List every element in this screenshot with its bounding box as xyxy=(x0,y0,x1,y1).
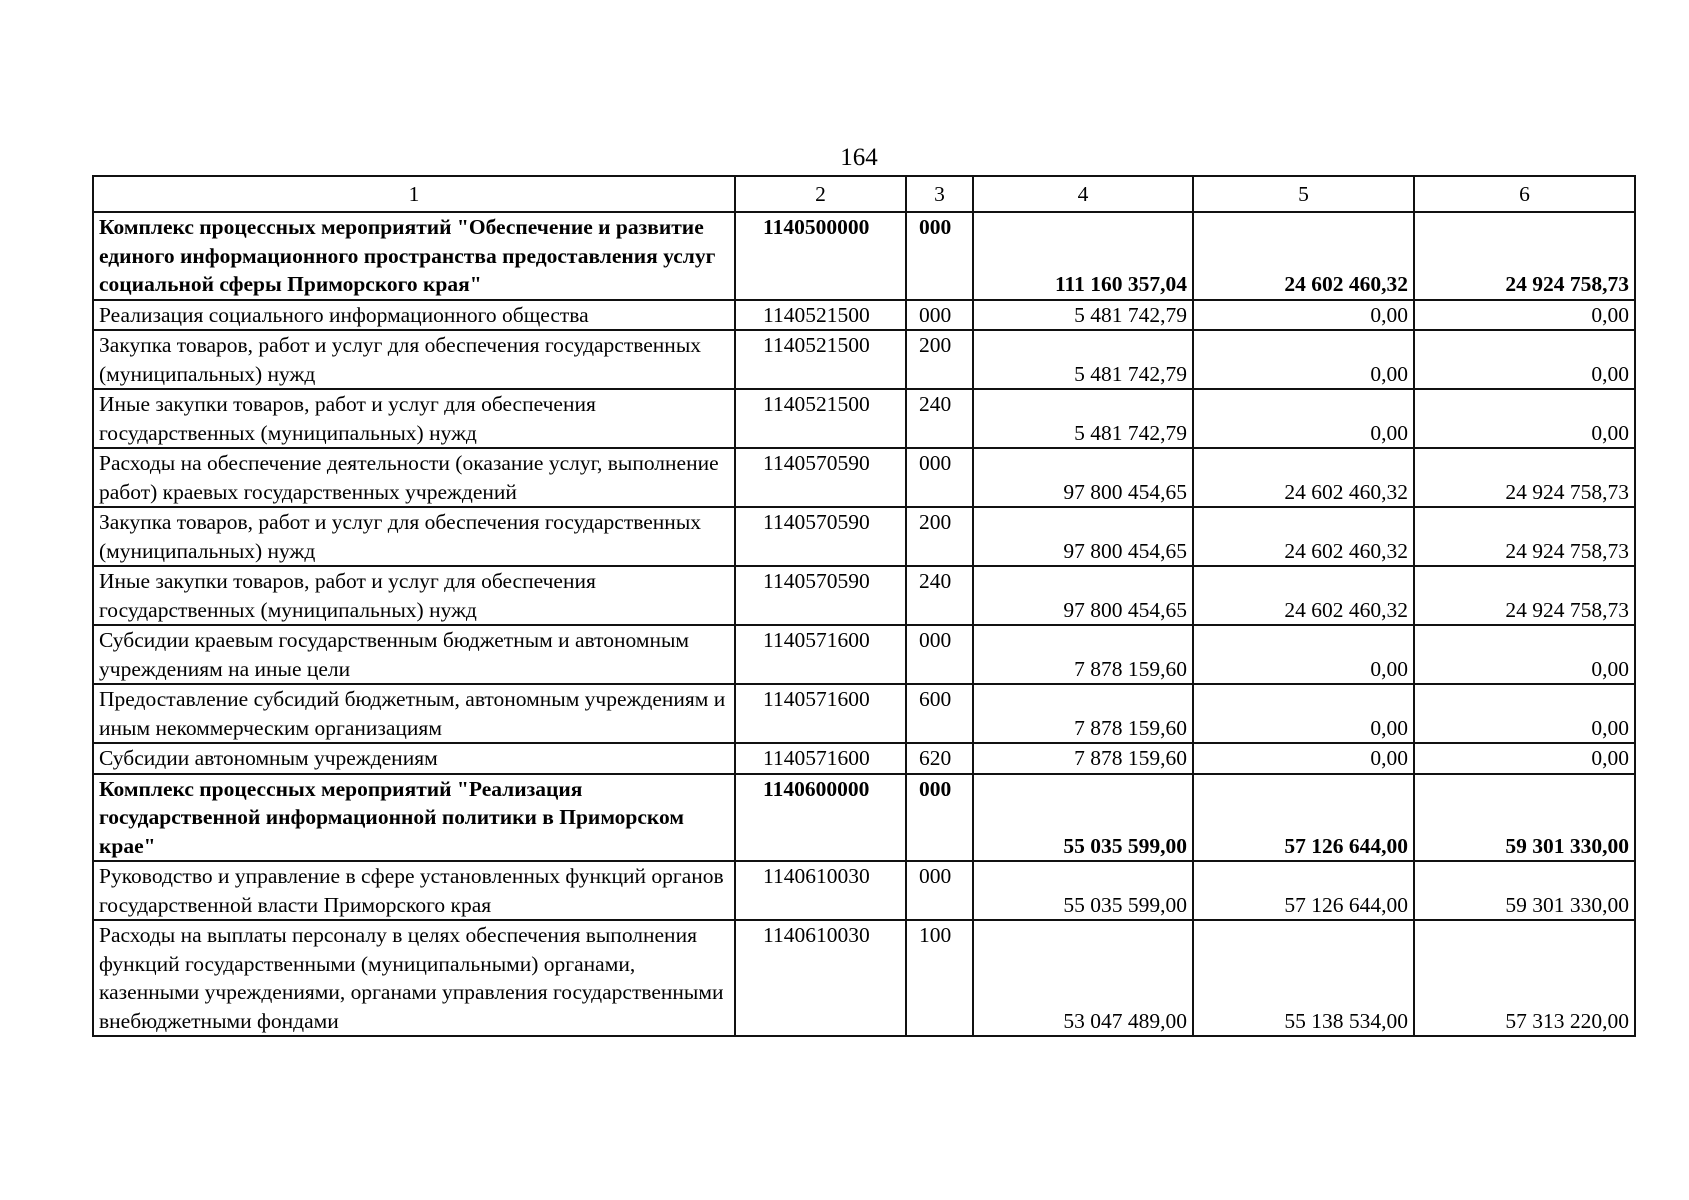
row-value-4-cell: 97 800 454,65 xyxy=(973,566,1193,625)
row-name-cell: Реализация социального информационного общества xyxy=(93,300,735,331)
row-code-cell: 1140610030 xyxy=(735,920,906,1036)
column-number-5: 5 xyxy=(1193,176,1414,212)
row-value-4-cell: 111 160 357,04 xyxy=(973,212,1193,300)
row-value-4-cell: 55 035 599,00 xyxy=(973,774,1193,862)
row-name-cell: Субсидии краевым государственным бюджетным и автономным учреждениям на иные цели xyxy=(93,625,735,684)
row-kind-cell: 620 xyxy=(906,743,973,774)
row-value-5-cell: 57 126 644,00 xyxy=(1193,774,1414,862)
column-number-row xyxy=(93,176,1635,212)
row-kind-cell: 000 xyxy=(906,774,973,862)
row-code-cell: 1140571600 xyxy=(735,743,906,774)
table-row xyxy=(93,774,1635,862)
row-code-cell: 1140610030 xyxy=(735,861,906,920)
row-kind-cell: 000 xyxy=(906,212,973,300)
row-value-5-cell: 0,00 xyxy=(1193,330,1414,389)
row-value-4-cell: 7 878 159,60 xyxy=(973,625,1193,684)
table-row xyxy=(93,861,1635,920)
row-value-5-cell: 24 602 460,32 xyxy=(1193,212,1414,300)
row-value-6-cell: 0,00 xyxy=(1414,300,1635,331)
row-value-4-cell: 55 035 599,00 xyxy=(973,861,1193,920)
page-number: 164 xyxy=(840,144,878,171)
row-kind-cell: 000 xyxy=(906,861,973,920)
row-code-cell: 1140521500 xyxy=(735,330,906,389)
table-row xyxy=(93,212,1635,300)
row-value-6-cell: 0,00 xyxy=(1414,330,1635,389)
column-number-6: 6 xyxy=(1414,176,1635,212)
row-name-cell: Субсидии автономным учреждениям xyxy=(93,743,735,774)
row-value-5-cell: 0,00 xyxy=(1193,743,1414,774)
table-row xyxy=(93,300,1635,331)
row-value-5-cell: 0,00 xyxy=(1193,684,1414,743)
row-kind-cell: 100 xyxy=(906,920,973,1036)
row-value-6-cell: 24 924 758,73 xyxy=(1414,566,1635,625)
row-kind-cell: 200 xyxy=(906,507,973,566)
budget-table xyxy=(92,175,1636,1037)
row-value-6-cell: 0,00 xyxy=(1414,743,1635,774)
row-code-cell: 1140571600 xyxy=(735,625,906,684)
row-code-cell: 1140570590 xyxy=(735,566,906,625)
row-kind-cell: 240 xyxy=(906,566,973,625)
row-kind-cell: 000 xyxy=(906,300,973,331)
row-name-cell: Предоставление субсидий бюджетным, автономным учреждениям и иным некоммерческим организациям xyxy=(93,684,735,743)
column-number-3: 3 xyxy=(906,176,973,212)
row-value-6-cell: 0,00 xyxy=(1414,625,1635,684)
row-code-cell: 1140600000 xyxy=(735,774,906,862)
table-row xyxy=(93,330,1635,389)
row-code-cell: 1140500000 xyxy=(735,212,906,300)
row-value-4-cell: 5 481 742,79 xyxy=(973,330,1193,389)
row-value-5-cell: 24 602 460,32 xyxy=(1193,448,1414,507)
table-row xyxy=(93,684,1635,743)
row-code-cell: 1140571600 xyxy=(735,684,906,743)
row-name-cell: Иные закупки товаров, работ и услуг для обеспечения государственных (муниципальных) нужд xyxy=(93,389,735,448)
row-value-4-cell: 53 047 489,00 xyxy=(973,920,1193,1036)
row-kind-cell: 200 xyxy=(906,330,973,389)
row-value-5-cell: 0,00 xyxy=(1193,625,1414,684)
row-value-6-cell: 0,00 xyxy=(1414,684,1635,743)
row-value-5-cell: 0,00 xyxy=(1193,389,1414,448)
row-name-cell: Руководство и управление в сфере установленных функций органов государственной власти Приморского края xyxy=(93,861,735,920)
row-kind-cell: 600 xyxy=(906,684,973,743)
row-value-4-cell: 7 878 159,60 xyxy=(973,743,1193,774)
row-name-cell: Комплекс процессных мероприятий "Реализация государственной информационной политики в Приморском крае" xyxy=(93,774,735,862)
row-value-5-cell: 0,00 xyxy=(1193,300,1414,331)
row-code-cell: 1140521500 xyxy=(735,300,906,331)
row-kind-cell: 000 xyxy=(906,448,973,507)
row-value-5-cell: 24 602 460,32 xyxy=(1193,507,1414,566)
table-row xyxy=(93,448,1635,507)
row-value-4-cell: 5 481 742,79 xyxy=(973,389,1193,448)
row-kind-cell: 240 xyxy=(906,389,973,448)
row-value-6-cell: 24 924 758,73 xyxy=(1414,448,1635,507)
row-code-cell: 1140570590 xyxy=(735,448,906,507)
row-value-6-cell: 59 301 330,00 xyxy=(1414,774,1635,862)
table-row xyxy=(93,743,1635,774)
row-name-cell: Иные закупки товаров, работ и услуг для обеспечения государственных (муниципальных) нужд xyxy=(93,566,735,625)
row-name-cell: Расходы на обеспечение деятельности (оказание услуг, выполнение работ) краевых государственных учреждений xyxy=(93,448,735,507)
row-code-cell: 1140521500 xyxy=(735,389,906,448)
row-value-6-cell: 59 301 330,00 xyxy=(1414,861,1635,920)
row-value-5-cell: 24 602 460,32 xyxy=(1193,566,1414,625)
row-value-4-cell: 97 800 454,65 xyxy=(973,507,1193,566)
table-row xyxy=(93,920,1635,1036)
row-name-cell: Расходы на выплаты персоналу в целях обеспечения выполнения функций государственными (муниципальными) органами, казенными учреждениями, органами управления государственными внебюджетными фондами xyxy=(93,920,735,1036)
row-value-6-cell: 0,00 xyxy=(1414,389,1635,448)
row-value-5-cell: 55 138 534,00 xyxy=(1193,920,1414,1036)
column-number-2: 2 xyxy=(735,176,906,212)
table-row xyxy=(93,566,1635,625)
column-number-4: 4 xyxy=(973,176,1193,212)
row-kind-cell: 000 xyxy=(906,625,973,684)
row-value-6-cell: 24 924 758,73 xyxy=(1414,507,1635,566)
row-code-cell: 1140570590 xyxy=(735,507,906,566)
table-row xyxy=(93,507,1635,566)
row-name-cell: Закупка товаров, работ и услуг для обеспечения государственных (муниципальных) нужд xyxy=(93,507,735,566)
row-value-4-cell: 97 800 454,65 xyxy=(973,448,1193,507)
row-value-4-cell: 5 481 742,79 xyxy=(973,300,1193,331)
row-value-6-cell: 57 313 220,00 xyxy=(1414,920,1635,1036)
row-value-4-cell: 7 878 159,60 xyxy=(973,684,1193,743)
table-row xyxy=(93,625,1635,684)
row-name-cell: Комплекс процессных мероприятий "Обеспечение и развитие единого информационного пространства предоставления услуг социальной сферы Приморского края" xyxy=(93,212,735,300)
row-name-cell: Закупка товаров, работ и услуг для обеспечения государственных (муниципальных) нужд xyxy=(93,330,735,389)
column-number-1: 1 xyxy=(93,176,735,212)
row-value-6-cell: 24 924 758,73 xyxy=(1414,212,1635,300)
row-value-5-cell: 57 126 644,00 xyxy=(1193,861,1414,920)
table-row xyxy=(93,389,1635,448)
